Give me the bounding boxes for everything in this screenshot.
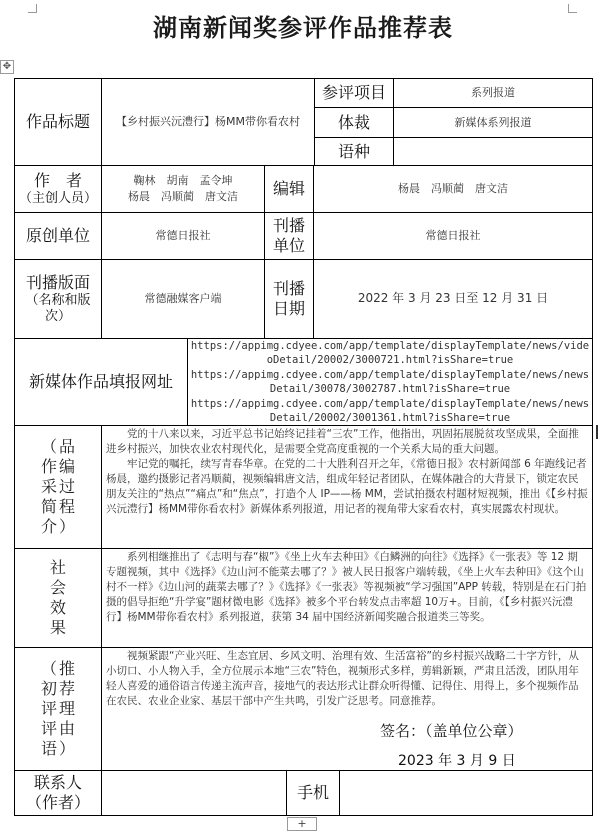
signature-line: 签名：（盖单位公章） [380, 722, 523, 740]
effect-label: 社 会 效 果 [14, 548, 102, 648]
add-row-button[interactable]: + [287, 817, 317, 831]
language-value[interactable] [393, 137, 593, 166]
review-text[interactable]: 视频紧跟“产业兴旺、生态宜居、乡风文明、治理有效、生活富裕”的乡村振兴战略二十字方针，从小切口、小人物入手，全方位展示本地“三农”特色，视频形式多样，剪辑新颖，严肃且活泼，团队用年轻人喜爱的通俗语言传递主流声音，接地气的表达形式让群众听得懂、记得住、用得上，多个视频作品在农民、农业企业家、基层干部中产生共鸣，引发广泛思考。同意推荐。 [101, 647, 593, 771]
author-value[interactable]: 鞠林 胡南 孟令坤 杨晨 冯顺蔺 唐文洁 [101, 165, 265, 213]
category-label: 参评项目 [314, 78, 394, 108]
intro-text[interactable]: 党的十八来以来，习近平总书记始终记挂着“三农”工作，他指出，巩固拓展脱贫攻坚成果，全面推进乡村振兴，加快农业农村现代化，是需要全党高度重视的一个关系大局的重大问题。 牢记党的嘱托，续写青春华章。在党的二十大胜利召开之年，《常德日报》农村新闻部 6 年跑线记者杨晨，邀约摄影记者冯顺蔺，视频编辑唐文洁，组成年轻记者团队，在媒体融合的大背景下，锁定农民朋友关注的“热点”“痛点”和“焦点”，打造个人 IP——杨 MM，尝试拍摄农村题材短视频，推出《【乡村振兴沅澧行】杨MM带你看农村》新媒体系列报道，用记者的视角带大家看农村，真实展露农村现状。 [101, 425, 593, 549]
orig-unit-label: 原创单位 [14, 212, 102, 260]
phone-value[interactable] [339, 770, 593, 816]
contact-value[interactable] [101, 770, 287, 816]
pub-unit-label: 刊播 单位 [264, 212, 314, 260]
effect-text[interactable]: 系列相继推出了《志明与春“椒”》《坐上火车去种田》《白鳞洲的向往》《选择》《一张表》等 12 期专题视频，其中《选择》《边山河不能菜去哪了？》被人民日报客户端转载，《坐上火车去种田》《这个山村不一样》《边山河的蔬菜去哪了？》《选择》《一张表》等视频被“学习强国”APP 转载，特别是在石门拍摄的倡导拒绝“升学宴”题材微电影《选择》被多个平台转发点击率超 10万+。目前，《【乡村振兴沅澧行】杨MM带你看农村》系列报道，获第 34 届中国经济新闻奖融合报道类三等奖。 [101, 548, 593, 648]
edition-value[interactable]: 常德融媒客户端 [101, 259, 265, 339]
pub-date-value[interactable]: 2022 年 3 月 23 日至 12 月 31 日 [313, 259, 593, 339]
pub-date-label: 刊播 日期 [264, 259, 314, 339]
intro-label: （ 作 采 简 介 品 编 过 程 ） [14, 425, 102, 549]
page-title: 湖南新闻奖参评作品推荐表 [153, 14, 453, 42]
language-label: 语种 [314, 137, 394, 166]
work-title-label: 作品标题 [14, 78, 102, 166]
text-cursor [596, 425, 598, 439]
orig-unit-value[interactable]: 常德日报社 [101, 212, 265, 260]
signature-date: 2023 年 3 月 9 日 [398, 753, 516, 769]
work-title-value[interactable]: 【乡村振兴沅澧行】杨MM带你看农村 [101, 78, 315, 166]
pub-unit-value[interactable]: 常德日报社 [313, 212, 593, 260]
editor-value[interactable]: 杨晨 冯顺蔺 唐文洁 [313, 165, 593, 213]
edition-label: 刊播版面 （名称和版 次） [14, 259, 102, 339]
genre-label: 体裁 [314, 107, 394, 138]
category-value[interactable]: 系列报道 [393, 78, 593, 108]
url-link[interactable]: https://appimg.cdyee.com/app/template/displayTemplate/news/newsDetail/20002/3001361.html?isShare=true [190, 397, 590, 424]
url-link[interactable]: https://appimg.cdyee.com/app/template/displayTemplate/news/videoDetail/20002/3000721.html?isShare=true [190, 339, 590, 366]
review-label: （ 初 评 评 语 推 荐 理 由 ） [14, 647, 102, 771]
genre-value[interactable]: 新媒体系列报道 [393, 107, 593, 138]
editor-label: 编辑 [264, 165, 314, 213]
url-list[interactable] [187, 338, 593, 426]
url-link[interactable]: https://appimg.cdyee.com/app/template/displayTemplate/news/newsDetail/30078/3002787.html?isShare=true [190, 368, 590, 395]
contact-label: 联系人 （作者） [14, 770, 102, 816]
url-label: 新媒体作品填报网址 [14, 338, 188, 426]
phone-label: 手机 [286, 770, 340, 816]
author-label: 作 者 （主创人员） [14, 165, 102, 213]
table-move-handle-icon[interactable]: ✥ [0, 60, 14, 74]
